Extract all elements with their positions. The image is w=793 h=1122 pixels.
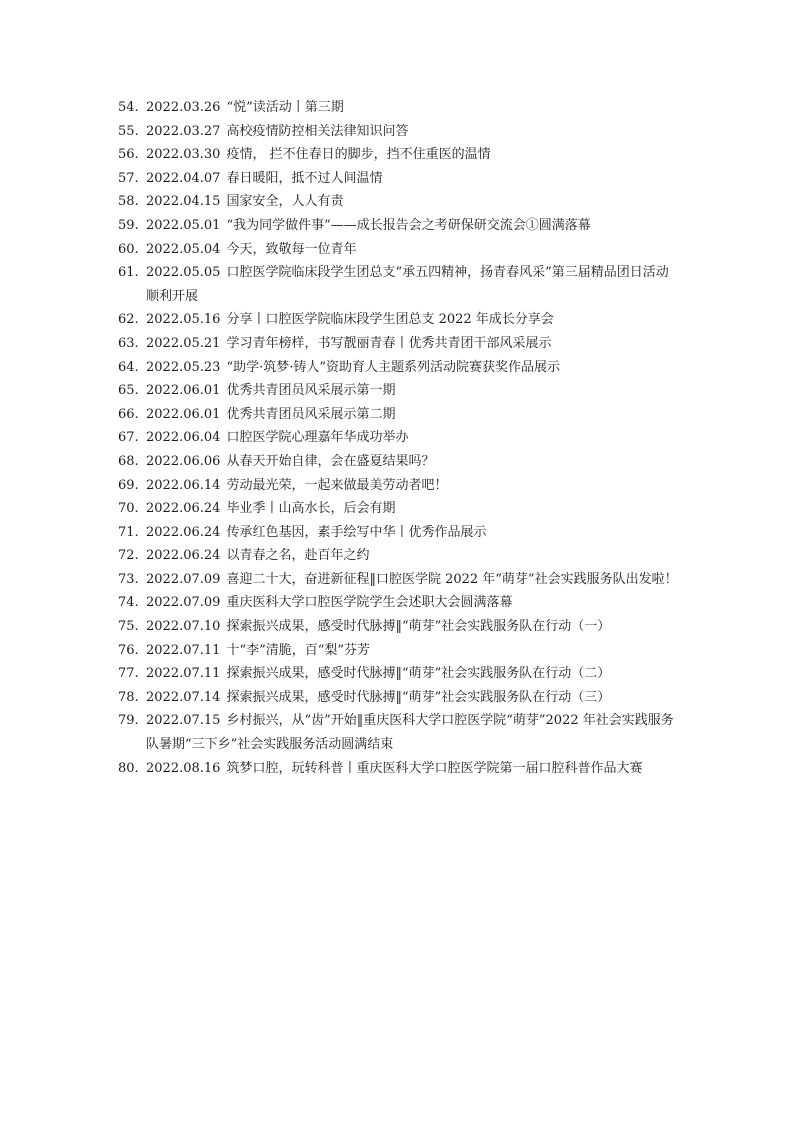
list-item: [118, 521, 678, 545]
list-item: [118, 544, 678, 568]
item-title: 口腔医学院临床段学生团总支“承五四精神，扬青春风采”第三届精品团日活动顺利开展: [146, 265, 669, 304]
list-item: [118, 214, 678, 238]
item-body: [146, 497, 678, 521]
item-title: 探索振兴成果，感受时代脉搏‖“萌芽”社会实践服务队在行动（一）: [226, 619, 611, 635]
item-body: [146, 167, 678, 191]
item-date: 2022.06.14: [146, 477, 221, 493]
item-number: 62.: [118, 312, 139, 328]
item-date: 2022.07.11: [146, 642, 221, 658]
item-date: 2022.06.01: [146, 383, 221, 399]
item-body: [146, 261, 678, 308]
item-number: 67.: [118, 430, 139, 446]
item-body: [146, 143, 678, 167]
item-number: 61.: [118, 265, 139, 281]
item-body: [146, 686, 678, 710]
item-title: 十“李”清脆，百“梨”芬芳: [226, 642, 371, 658]
list-item: [118, 332, 678, 356]
item-date: 2022.05.16: [146, 312, 221, 328]
item-title: 毕业季丨山高水长，后会有期: [226, 501, 396, 517]
item-body: [146, 238, 678, 262]
list-item: [118, 757, 678, 781]
list-item: [118, 238, 678, 262]
item-body: [146, 544, 678, 568]
list-item: [118, 686, 678, 710]
item-body: [146, 332, 678, 356]
list-item: [118, 568, 678, 592]
list-item: [118, 143, 678, 167]
list-item: [118, 308, 678, 332]
item-date: 2022.04.15: [146, 194, 221, 210]
item-body: [146, 568, 678, 592]
item-date: 2022.06.01: [146, 406, 221, 422]
item-body: [146, 426, 678, 450]
list-item: [118, 403, 678, 427]
item-date: 2022.06.24: [146, 524, 221, 540]
item-number: 72.: [118, 548, 139, 564]
item-date: 2022.06.24: [146, 548, 221, 564]
item-title: 今天，致敬每一位青年: [226, 241, 357, 257]
item-number: 73.: [118, 571, 139, 587]
item-title: 国家安全，人人有责: [226, 194, 344, 210]
item-title: 探索振兴成果，感受时代脉搏‖“萌芽”社会实践服务队在行动（三）: [226, 689, 611, 705]
list-item: [118, 615, 678, 639]
item-date: 2022.03.26: [146, 100, 221, 115]
item-body: [146, 120, 678, 144]
item-date: 2022.08.16: [146, 760, 221, 776]
item-title: 喜迎二十大，奋进新征程‖口腔医学院 2022 年“萌芽”社会实践服务队出发啦！: [226, 571, 678, 587]
item-title: 筑梦口腔，玩转科普丨重庆医科大学口腔医学院第一届口腔科普作品大赛: [226, 760, 643, 776]
list-item: [118, 379, 678, 403]
item-number: 63.: [118, 335, 139, 351]
item-date: 2022.07.14: [146, 689, 221, 705]
item-title: 优秀共青团员风采展示第二期: [226, 406, 396, 422]
item-title: 疫情， 拦不住春日的脚步，挡不住重医的温情: [226, 147, 491, 163]
list-item: [118, 474, 678, 498]
item-title: 分享丨口腔医学院临床段学生团总支 2022 年成长分享会: [226, 312, 554, 328]
item-title: 劳动最光荣，一起来做最美劳动者吧！: [226, 477, 448, 493]
item-date: 2022.04.07: [146, 170, 221, 186]
item-title: “助学·筑梦·铸人”资助育人主题系列活动院赛获奖作品展示: [226, 359, 560, 375]
item-number: 70.: [118, 501, 139, 517]
item-number: 65.: [118, 383, 139, 399]
item-number: 58.: [118, 194, 139, 210]
list-item: [118, 497, 678, 521]
item-body: [146, 379, 678, 403]
list-item: [118, 426, 678, 450]
item-title: 传承红色基因，素手绘写中华丨优秀作品展示: [226, 524, 487, 540]
item-date: 2022.07.10: [146, 619, 221, 635]
list-item: [118, 261, 678, 308]
item-number: 78.: [118, 689, 139, 705]
item-date: 2022.05.05: [146, 265, 221, 281]
item-number: 76.: [118, 642, 139, 658]
item-date: 2022.07.11: [146, 666, 221, 682]
item-number: 80.: [118, 760, 139, 776]
item-number: 77.: [118, 666, 139, 682]
item-body: [146, 521, 678, 545]
item-number: 60.: [118, 241, 139, 257]
news-list: [118, 96, 678, 780]
item-title: 春日暖阳，抵不过人间温情: [226, 170, 383, 186]
item-body: [146, 403, 678, 427]
item-title: 重庆医科大学口腔医学院学生会述职大会圆满落幕: [226, 595, 513, 611]
item-body: [146, 474, 678, 498]
list-item: [118, 167, 678, 191]
item-title: “我为同学做件事”——成长报告会之考研保研交流会①圆满落幕: [226, 217, 591, 233]
item-date: 2022.07.15: [146, 713, 221, 729]
item-date: 2022.05.04: [146, 241, 221, 257]
item-body: [146, 214, 678, 238]
list-item: [118, 591, 678, 615]
item-date: 2022.07.09: [146, 595, 221, 611]
item-body: [146, 615, 678, 639]
item-number: 69.: [118, 477, 139, 493]
item-title: 以青春之名，赴百年之约: [226, 548, 370, 564]
item-title: 从春天开始自律，会在盛夏结果吗？: [226, 453, 435, 469]
item-date: 2022.03.27: [146, 123, 221, 139]
item-number: 75.: [118, 619, 139, 635]
list-item: [118, 96, 678, 120]
item-body: [146, 308, 678, 332]
item-body: [146, 96, 678, 120]
item-date: 2022.07.09: [146, 571, 221, 587]
item-number: 66.: [118, 406, 139, 422]
item-number: 71.: [118, 524, 139, 540]
item-date: 2022.03.30: [146, 147, 221, 163]
list-item: [118, 662, 678, 686]
item-body: [146, 591, 678, 615]
item-body: [146, 190, 678, 214]
item-body: [146, 450, 678, 474]
list-item: [118, 356, 678, 380]
item-number: 64.: [118, 359, 139, 375]
item-date: 2022.06.24: [146, 501, 221, 517]
item-date: 2022.05.01: [146, 217, 221, 233]
item-body: [146, 757, 678, 781]
list-item: [118, 190, 678, 214]
item-body: [146, 356, 678, 380]
list-item: [118, 639, 678, 663]
item-date: 2022.06.04: [146, 430, 221, 446]
item-title: 乡村振兴，从“齿”开始‖重庆医科大学口腔医学院“萌芽”2022 年社会实践服务队暑期“三下乡”社会实践服务活动圆满结束: [146, 713, 674, 753]
item-body: [146, 709, 678, 756]
item-title: 学习青年榜样，书写靓丽青春丨优秀共青团干部风采展示: [226, 335, 552, 351]
list-item: [118, 120, 678, 144]
item-number: 57.: [118, 170, 139, 186]
item-title: 优秀共青团员风采展示第一期: [226, 383, 396, 399]
item-date: 2022.05.21: [146, 335, 221, 351]
list-item: [118, 450, 678, 474]
item-date: 2022.06.06: [146, 453, 221, 469]
item-number: 74.: [118, 595, 139, 611]
item-number: 54.: [118, 100, 139, 115]
item-body: [146, 639, 678, 663]
item-number: 56.: [118, 147, 139, 163]
item-title: 口腔医学院心理嘉年华成功举办: [226, 430, 409, 446]
item-body: [146, 662, 678, 686]
item-number: 55.: [118, 123, 139, 139]
item-date: 2022.05.23: [146, 359, 221, 375]
item-number: 59.: [118, 217, 139, 233]
item-number: 68.: [118, 453, 139, 469]
item-number: 79.: [118, 713, 139, 729]
list-item: [118, 709, 678, 756]
item-title: 探索振兴成果，感受时代脉搏‖“萌芽”社会实践服务队在行动（二）: [226, 666, 611, 682]
item-title: “悦”读活动丨第三期: [226, 100, 344, 115]
item-title: 高校疫情防控相关法律知识问答: [226, 123, 409, 139]
